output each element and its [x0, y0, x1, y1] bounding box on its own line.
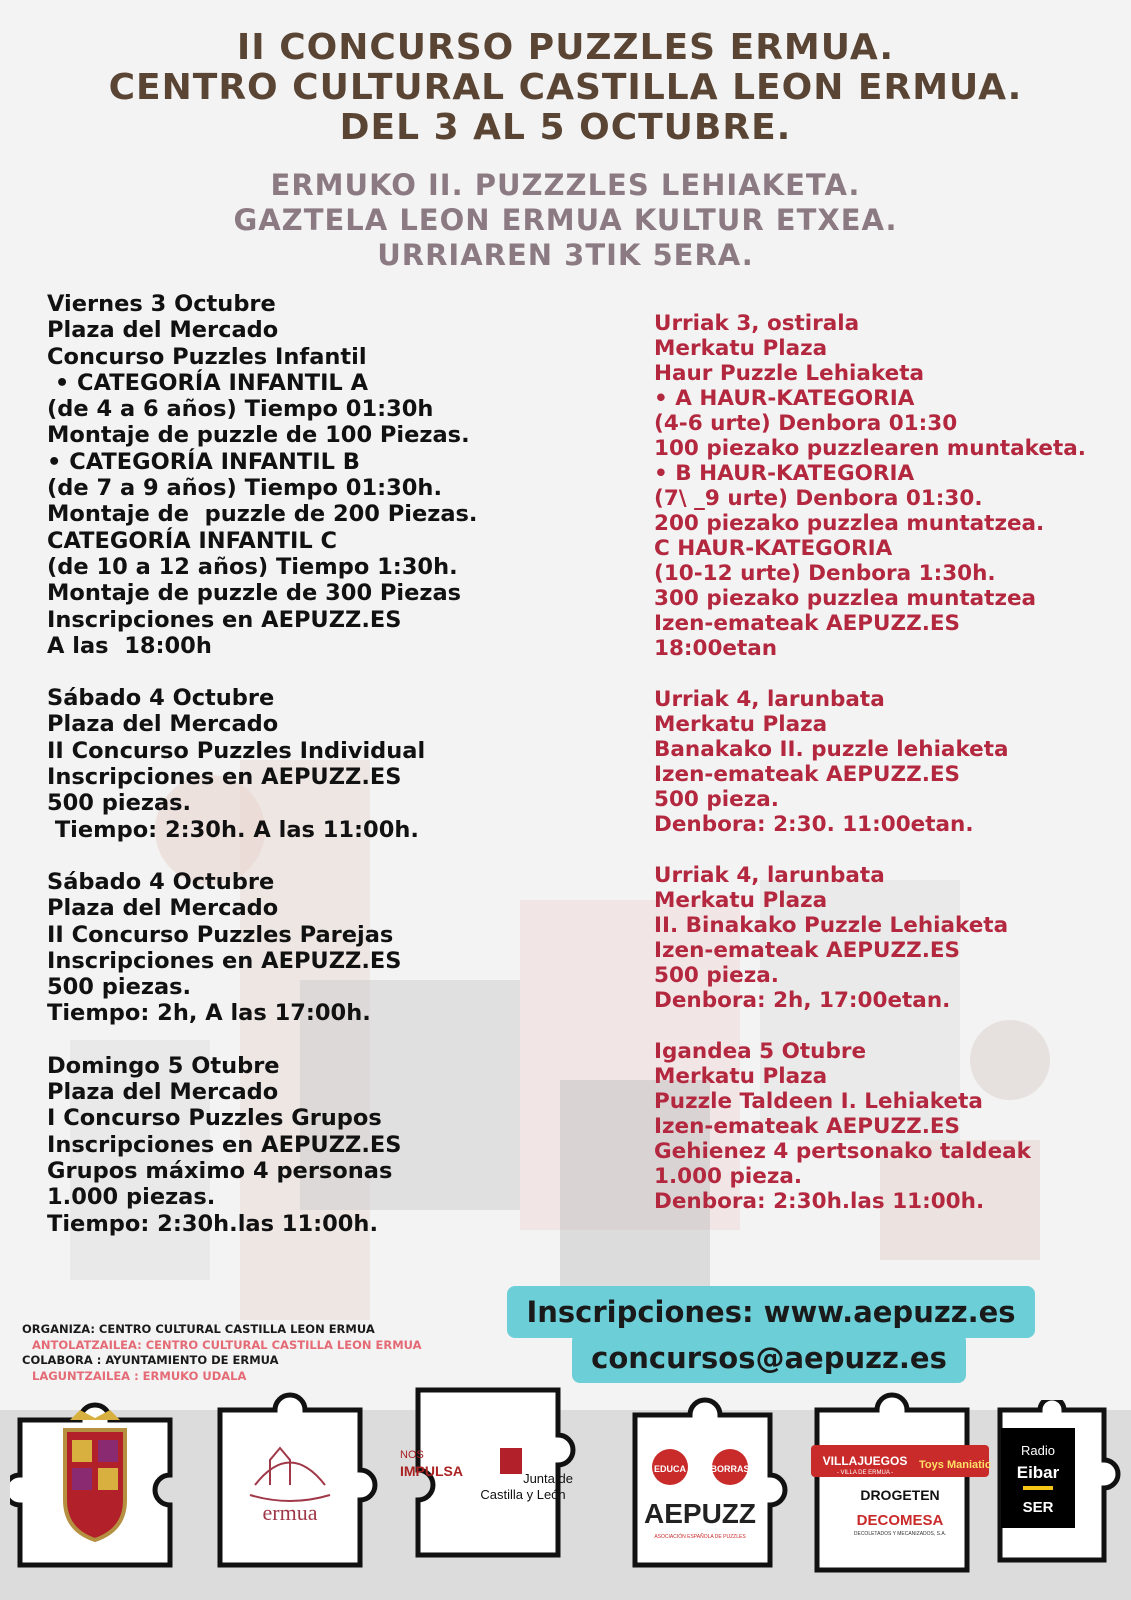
- sponsor-logos: [0, 1380, 1131, 1600]
- event-line: 200 piezako puzzlea muntatzea.: [654, 511, 1045, 536]
- ermua-logo: [215, 1380, 385, 1580]
- event-line: Viernes 3 Octubre: [47, 291, 276, 317]
- event-line: II Concurso Puzzles Individual: [47, 737, 426, 764]
- registration-website[interactable]: Inscripciones: www.aepuzz.es: [507, 1286, 1035, 1338]
- event-line: Tiempo: 2:30h. A las 11:00h.: [47, 816, 419, 843]
- event-line: Merkatu Plaza: [654, 888, 828, 913]
- event-line: 1.000 pieza.: [654, 1164, 803, 1189]
- junta-castilla-leon-logo: [388, 1380, 603, 1580]
- event-line: 300 piezako puzzlea muntatzea: [654, 586, 1037, 611]
- event-line: 500 pieza.: [654, 787, 779, 812]
- event-line: 500 pieza.: [654, 963, 779, 988]
- event-line: Plaza del Mercado: [47, 1079, 279, 1106]
- event-line: Tiempo: 2h, A las 17:00h.: [47, 1000, 371, 1027]
- event-line: Merkatu Plaza: [654, 1064, 828, 1089]
- registration-email[interactable]: concursos@aepuzz.es: [572, 1333, 966, 1383]
- credit-organiza: ORGANIZA: CENTRO CULTURAL CASTILLA LEON ERMUA: [22, 1322, 375, 1336]
- event-line: Concurso Puzzles Infantil: [47, 343, 367, 370]
- subtitle-line: GAZTELA LEON ERMUA KULTUR ETXEA.: [233, 203, 898, 237]
- basque-schedule: [654, 311, 1124, 1240]
- toys-maniatic-text: Toys Maniatic: [919, 1459, 991, 1471]
- event-line: Sábado 4 Octubre: [47, 868, 275, 895]
- event-line: • CATEGORÍA INFANTIL A: [47, 369, 369, 396]
- event-line: Izen-emateak AEPUZZ.ES: [654, 611, 961, 636]
- event-line: Inscripciones en AEPUZZ.ES: [47, 764, 402, 791]
- event-block: [654, 1039, 1124, 1214]
- aepuzz-text: AEPUZZ: [644, 1498, 756, 1529]
- aepuzz-logo: [625, 1395, 795, 1580]
- event-block: [654, 311, 1124, 661]
- event-line: (4-6 urte) Denbora 01:30: [654, 411, 958, 436]
- villajuegos-text: VILLAJUEGOS: [822, 1454, 908, 1468]
- event-line: Plaza del Mercado: [47, 711, 279, 738]
- event-line: Montaje de puzzle de 200 Piezas.: [47, 501, 478, 528]
- event-line: Urriak 4, larunbata: [654, 863, 885, 888]
- junta-text-2: Castilla y León: [480, 1487, 566, 1502]
- event-block: [654, 687, 1124, 837]
- impulsa-text: IMPULSA: [400, 1463, 463, 1479]
- event-line: Denbora: 2:30. 11:00etan.: [654, 812, 974, 837]
- event-line: Haur Puzzle Lehiaketa: [654, 361, 924, 386]
- event-line: Izen-emateak AEPUZZ.ES: [654, 1114, 961, 1139]
- event-line: Merkatu Plaza: [654, 336, 828, 361]
- event-line: Denbora: 2:30h.las 11:00h.: [654, 1189, 985, 1214]
- event-line: Inscripciones en AEPUZZ.ES: [47, 606, 402, 633]
- event-line: Banakako II. puzzle lehiaketa: [654, 737, 1009, 762]
- event-line: Montaje de puzzle de 100 Piezas.: [47, 422, 470, 449]
- event-line: Izen-emateak AEPUZZ.ES: [654, 762, 961, 787]
- radio-text: Radio: [1021, 1443, 1055, 1458]
- subtitle-line: ERMUKO II. PUZZZLES LEHIAKETA.: [270, 168, 861, 202]
- event-line: Urriak 4, larunbata: [654, 687, 885, 712]
- villajuegos-sub-text: - VILLA DE ERMUA -: [836, 1470, 894, 1476]
- event-block: [47, 291, 607, 659]
- title-line: DEL 3 AL 5 OCTUBRE.: [339, 107, 792, 148]
- credit-colabora: COLABORA : AYUNTAMIENTO DE ERMUA: [22, 1353, 279, 1367]
- event-line: (de 7 a 9 años) Tiempo 01:30h.: [47, 475, 442, 502]
- event-line: Urriak 3, ostirala: [654, 311, 860, 336]
- event-line: Sábado 4 Octubre: [47, 685, 275, 712]
- credit-antolatzailea: ANTOLATZAILEA: CENTRO CULTURAL CASTILLA LEON ERMUA: [32, 1337, 422, 1352]
- event-line: 18:00etan: [654, 636, 778, 661]
- ermua-logo-text: ermua: [262, 1500, 318, 1525]
- event-line: Izen-emateak AEPUZZ.ES: [654, 938, 961, 963]
- decomesa-sub-text: DECOLETADOS Y MECANIZADOS, S.A.: [853, 1531, 947, 1537]
- castilla-leon-crest-logo: [10, 1390, 180, 1580]
- event-line: Tiempo: 2:30h.las 11:00h.: [47, 1210, 378, 1237]
- ser-text: SER: [1022, 1499, 1054, 1516]
- radio-eibar-logo: [995, 1400, 1130, 1570]
- nos-impulsa-text: NOS: [400, 1449, 424, 1461]
- decomesa-text: DECOMESA: [856, 1512, 944, 1529]
- event-line: Domingo 5 Otubre: [47, 1052, 280, 1079]
- event-line: CATEGORÍA INFANTIL C: [47, 527, 338, 554]
- event-line: Merkatu Plaza: [654, 712, 828, 737]
- event-line: (de 10 a 12 años) Tiempo 1:30h.: [47, 553, 458, 580]
- event-block: [47, 685, 607, 843]
- event-line: Denbora: 2h, 17:00etan.: [654, 988, 951, 1013]
- aepuzz-sub-text: ASOCIACIÓN ESPAÑOLA DE PUZZLES: [654, 1534, 746, 1540]
- event-line: Igandea 5 Otubre: [654, 1039, 867, 1064]
- junta-text-1: Junta de: [523, 1471, 573, 1486]
- event-line: Plaza del Mercado: [47, 317, 279, 344]
- event-line: • A HAUR-KATEGORIA: [654, 386, 915, 411]
- event-line: II Concurso Puzzles Parejas: [47, 921, 394, 948]
- basque-subtitle: [0, 168, 1131, 273]
- event-block: [654, 863, 1124, 1013]
- main-title: [0, 28, 1131, 148]
- event-block: [47, 1053, 607, 1237]
- event-line: Plaza del Mercado: [47, 895, 279, 922]
- title-line: CENTRO CULTURAL CASTILLA LEON ERMUA.: [108, 67, 1023, 108]
- borras-text: BORRAS: [710, 1464, 750, 1474]
- event-line: (7\ _9 urte) Denbora 01:30.: [654, 486, 983, 511]
- event-line: Montaje de puzzle de 300 Piezas: [47, 580, 462, 607]
- subtitle-line: URRIAREN 3TIK 5ERA.: [377, 238, 754, 272]
- event-line: Inscripciones en AEPUZZ.ES: [47, 947, 402, 974]
- event-line: Inscripciones en AEPUZZ.ES: [47, 1131, 402, 1158]
- event-line: C HAUR-KATEGORIA: [654, 536, 893, 561]
- credits: [22, 1322, 422, 1384]
- event-line: 500 piezas.: [47, 790, 192, 817]
- event-line: II. Binakako Puzzle Lehiaketa: [654, 913, 1009, 938]
- event-line: Puzzle Taldeen I. Lehiaketa: [654, 1089, 983, 1114]
- villajuegos-drogeten-decomesa-logo: [805, 1390, 1000, 1580]
- event-line: 500 piezas.: [47, 974, 192, 1001]
- eibar-text: Eibar: [1016, 1463, 1060, 1482]
- event-line: • CATEGORÍA INFANTIL B: [47, 448, 360, 475]
- title-line: II CONCURSO PUZZLES ERMUA.: [236, 27, 895, 68]
- drogeten-text: DROGETEN: [860, 1487, 940, 1503]
- event-line: • B HAUR-KATEGORIA: [654, 461, 915, 486]
- event-line: 100 piezako puzzlearen muntaketa.: [654, 436, 1086, 461]
- event-line: Grupos máximo 4 personas: [47, 1157, 393, 1184]
- event-line: A las 18:00h: [47, 632, 212, 659]
- event-line: 1.000 piezas.: [47, 1184, 216, 1211]
- event-line: (de 4 a 6 años) Tiempo 01:30h: [47, 396, 434, 423]
- event-line: I Concurso Puzzles Grupos: [47, 1105, 382, 1132]
- spanish-schedule: [47, 291, 607, 1263]
- educa-text: EDUCA: [653, 1464, 687, 1474]
- credit-laguntzailea: LAGUNTZAILEA : ERMUKO UDALA: [32, 1368, 247, 1383]
- event-block: [47, 869, 607, 1027]
- event-line: (10-12 urte) Denbora 1:30h.: [654, 561, 996, 586]
- event-line: Gehienez 4 pertsonako taldeak: [654, 1139, 1031, 1164]
